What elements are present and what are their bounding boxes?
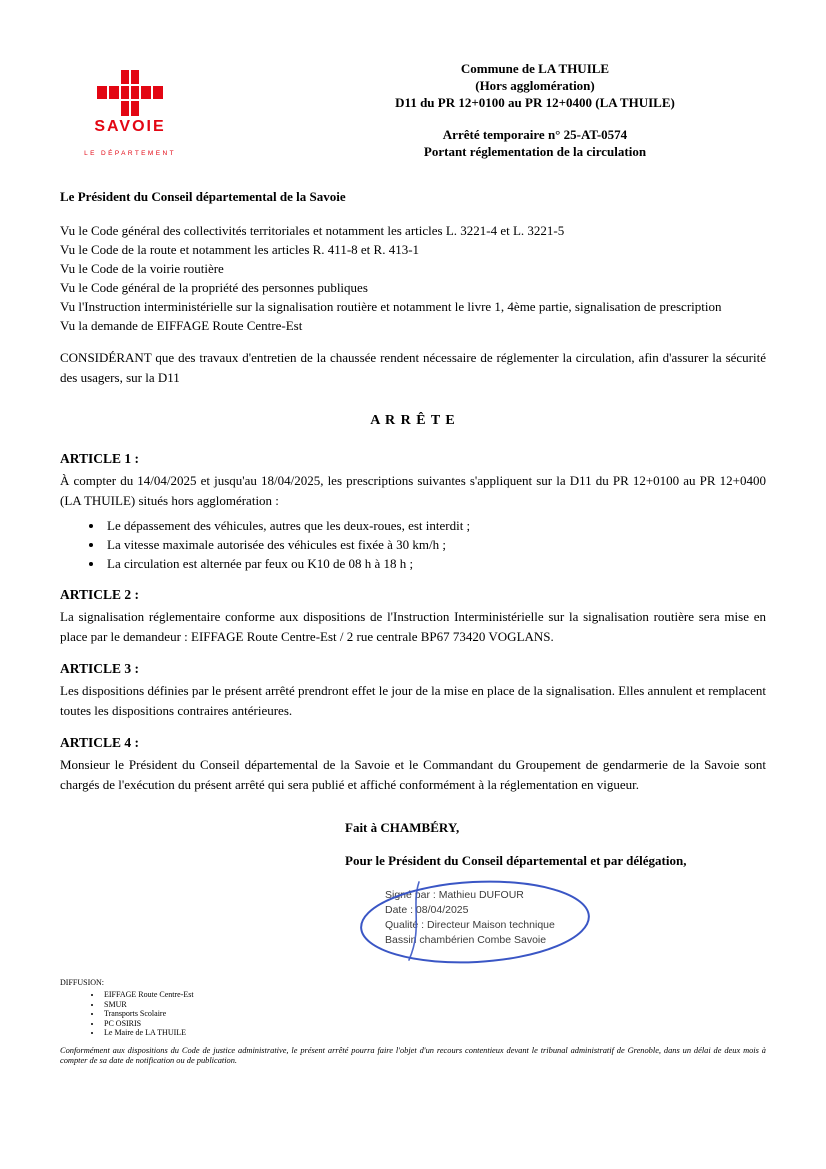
article-1-title: ARTICLE 1 : [60, 451, 140, 466]
diffusion-section [60, 978, 766, 1038]
article-3-body: Les dispositions définies par le présent arrêté prendront effet le jour de la mise en place de la signalisation. Elles annulent et remplacent toutes les dispositions contraires antérieures. [60, 683, 766, 718]
signature-service: Bassin chambérien Combe Savoie [385, 934, 547, 946]
document-body [60, 188, 766, 1075]
vu-line: Vu le Code général de la propriété des personnes publiques [60, 280, 368, 295]
signature-signed-by: Signé par : Mathieu DUFOUR [385, 889, 524, 901]
article-1-bullet: • La vitesse maximale autorisée des véhicules est fixée à 30 km/h ; [104, 535, 766, 554]
article-1 [60, 450, 766, 573]
header-hors-agglomeration: (Hors agglomération) [475, 78, 595, 93]
diffusion-item: • Le Maire de LA THUILE [102, 1028, 766, 1038]
article-2-title: ARTICLE 2 : [60, 587, 140, 602]
signature-date: Date : 08/04/2025 [385, 904, 469, 916]
article-4 [60, 734, 766, 795]
header-arrete-number: Arrêté temporaire n° 25-AT-0574 [442, 127, 628, 142]
article-4-body: Monsieur le Président du Conseil départemental de la Savoie et le Commandant du Groupement de gendarmerie de la Savoie sont chargés de l'exécution du présent arrêté qui sera publié et affiché conformément à la réglementation en vigueur. [60, 757, 766, 792]
signature-quality: Qualité : Directeur Maison technique [385, 919, 555, 931]
diffusion-item: • EIFFAGE Route Centre-Est [102, 990, 766, 1000]
vu-line: Vu le Code de la voirie routière [60, 261, 224, 276]
logo-name: SAVOIE [94, 118, 166, 135]
header-subject: Portant réglementation de la circulation [423, 144, 647, 159]
closing-delegation: Pour le Président du Conseil départemental et par délégation, [345, 853, 687, 868]
savoie-logo [82, 70, 178, 158]
diffusion-label: DIFFUSION: [60, 978, 105, 987]
diffusion-item: • PC OSIRIS [102, 1019, 766, 1029]
issuer-title: Le Président du Conseil départemental de la Savoie [60, 189, 346, 204]
article-1-bullet: • Le dépassement des véhicules, autres que les deux-roues, est interdit ; [104, 516, 766, 535]
signature-block [385, 888, 635, 948]
arrete-title: A R R Ê T E [370, 413, 456, 428]
considerant-paragraph: CONSIDÉRANT que des travaux d'entretien de la chaussée rendent nécessaire de réglementer la circulation, afin d'assurer la sécurité des usagers, sur la D11 [60, 350, 766, 385]
vu-list [60, 221, 766, 335]
vu-line: Vu la demande de EIFFAGE Route Centre-Est [60, 318, 303, 333]
closing-place: Fait à CHAMBÉRY, [345, 820, 460, 835]
logo-department: LE DÉPARTEMENT [84, 150, 176, 157]
legal-notice: Conformément aux dispositions du Code de justice administrative, le présent arrêté pourra faire l'objet d'un recours contentieux devant le tribunal administratif de Grenoble, dans un délai de deux mois à compter de sa date de notification ou de publication. [60, 1045, 766, 1065]
vu-line: Vu le Code général des collectivités territoriales et notamment les articles L. 3221-4 et L. 3221-5 [60, 223, 565, 238]
header-commune: Commune de LA THUILE [460, 61, 610, 76]
article-1-body: À compter du 14/04/2025 et jusqu'au 18/04/2025, les prescriptions suivantes s'appliquent sur la D11 du PR 12+0100 au PR 12+0400 (LA THUILE) situés hors agglomération : [60, 473, 766, 508]
diffusion-item: • SMUR [102, 1000, 766, 1010]
article-3 [60, 660, 766, 721]
article-2-body: La signalisation réglementaire conforme aux dispositions de l'Instruction Interministérielle sur la signalisation routière sera mise en place par le demandeur : EIFFAGE Route Centre-Est / 2 rue centrale BP67 73420 VOGLANS. [60, 609, 766, 644]
diffusion-item: • Transports Scolaire [102, 1009, 766, 1019]
header-road-reference: D11 du PR 12+0100 au PR 12+0400 (LA THUILE) [395, 95, 675, 110]
document-header [300, 60, 770, 160]
article-3-title: ARTICLE 3 : [60, 661, 140, 676]
article-4-title: ARTICLE 4 : [60, 735, 140, 750]
article-1-bullet: • La circulation est alternée par feux ou K10 de 08 h à 18 h ; [104, 554, 766, 573]
vu-line: Vu l'Instruction interministérielle sur la signalisation routière et notamment le livre 1, 4ème partie, signalisation de prescription [60, 299, 722, 314]
savoie-cross-icon [97, 70, 163, 116]
diffusion-list [60, 990, 766, 1038]
article-2 [60, 586, 766, 647]
article-1-bullet-list [60, 516, 766, 573]
vu-line: Vu le Code de la route et notamment les articles R. 411-8 et R. 413-1 [60, 242, 420, 257]
